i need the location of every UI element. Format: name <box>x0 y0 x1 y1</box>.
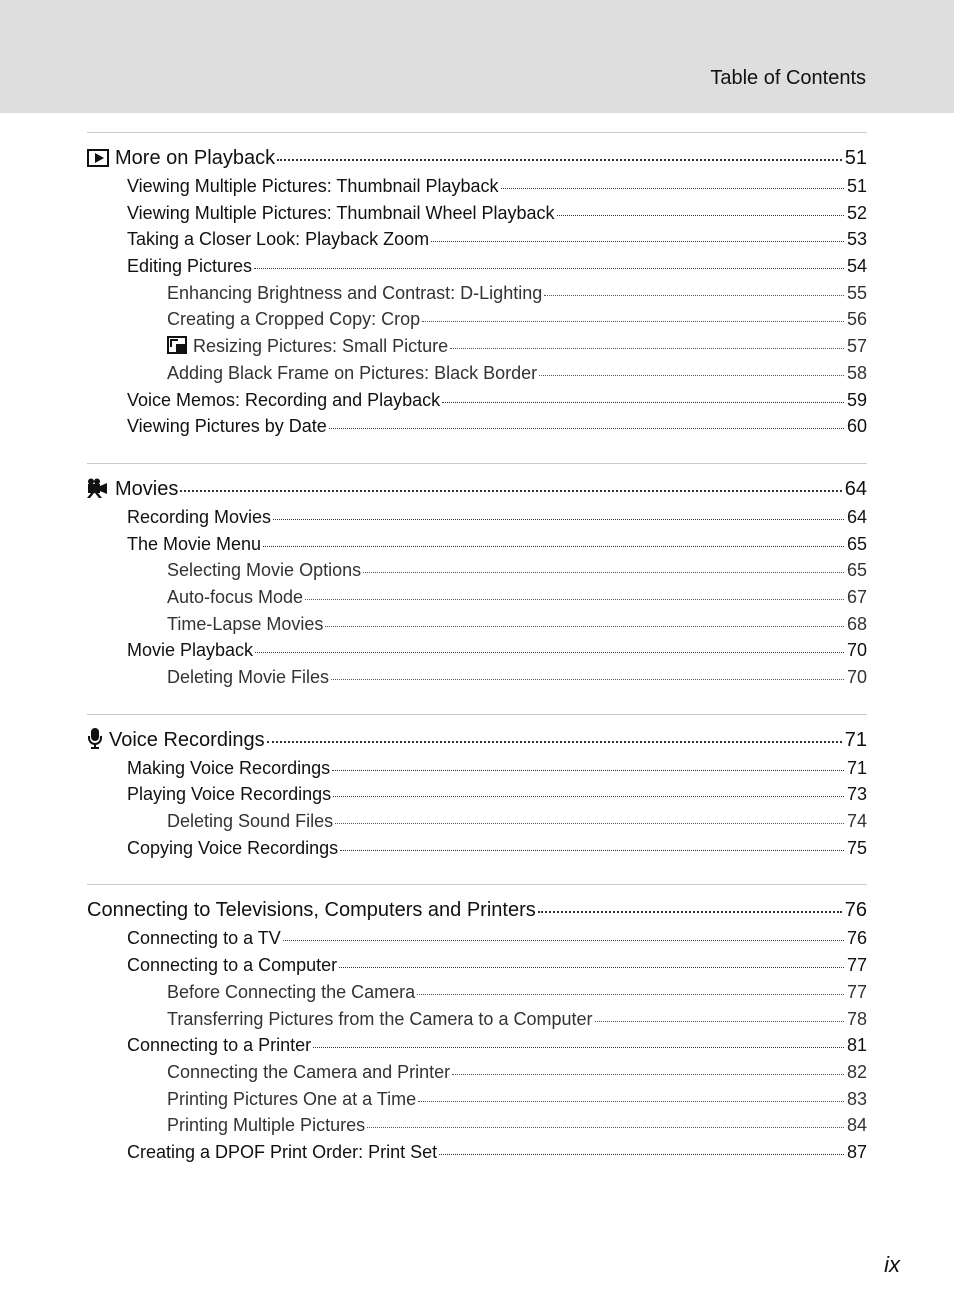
toc-entry-title <box>167 584 303 611</box>
toc-entry-text: Deleting Sound Files <box>167 811 334 832</box>
toc-page-number: 75 <box>846 837 867 858</box>
toc-page-number: 65 <box>846 560 867 581</box>
dot-leader <box>450 348 844 349</box>
toc-page-number: 70 <box>846 640 867 661</box>
toc-entry-text: Voice Memos: Recording and Playback <box>127 389 441 410</box>
toc-entry-text: Enhancing Brightness and Contrast: D-Lighting <box>167 282 543 303</box>
toc-entry-text: Voice Recordings <box>109 728 265 751</box>
toc-entry-title <box>167 1006 593 1033</box>
toc-subsection-entry[interactable] <box>87 360 867 387</box>
toc-chapter-entry[interactable] <box>87 474 867 504</box>
toc-subsection-entry[interactable] <box>87 808 867 835</box>
dot-leader <box>255 652 844 653</box>
toc-page-number: 52 <box>846 202 867 223</box>
section-gap <box>87 861 867 884</box>
toc-page-number: 51 <box>844 147 867 169</box>
toc-entry-text: Transferring Pictures from the Camera to a Computer <box>167 1008 593 1029</box>
toc-subsection-entry[interactable] <box>87 664 867 691</box>
dot-leader <box>332 770 844 771</box>
dot-leader <box>418 1101 844 1102</box>
toc-page-number: 71 <box>844 728 867 751</box>
toc-entry-title <box>127 1032 311 1059</box>
dot-leader <box>431 241 844 242</box>
dot-leader <box>422 321 844 322</box>
toc-entry-text: Movies <box>115 477 179 500</box>
toc-page-number: 73 <box>846 784 867 805</box>
dot-leader <box>331 679 844 680</box>
dot-leader <box>325 626 844 627</box>
toc-entry-title <box>167 1112 365 1139</box>
toc-entry-title <box>167 611 323 638</box>
toc-page-number: 83 <box>846 1088 867 1109</box>
toc-entry-title <box>127 637 253 664</box>
toc-subsection-entry[interactable] <box>87 333 867 360</box>
toc-entry-text: Connecting to a Printer <box>127 1035 312 1056</box>
dot-leader <box>538 911 842 913</box>
toc-entry-title <box>127 1139 437 1166</box>
page-header <box>0 0 954 113</box>
toc-entry-title <box>167 979 415 1006</box>
play-icon <box>87 149 109 167</box>
toc-page-number: 70 <box>846 667 867 687</box>
toc-subsection-entry[interactable] <box>87 611 867 638</box>
toc-subsection-entry[interactable] <box>87 584 867 611</box>
toc-entry-text: Selecting Movie Options <box>167 560 362 581</box>
toc-entry-title <box>87 895 536 925</box>
dot-leader <box>557 215 844 216</box>
toc-section-entry[interactable] <box>87 413 867 440</box>
toc-entry-title <box>127 755 330 782</box>
toc-page-number: 53 <box>846 229 867 250</box>
toc-page-number: 58 <box>846 362 867 383</box>
toc-page-number: 59 <box>846 389 867 410</box>
toc-page-number: 57 <box>846 336 867 357</box>
toc-entry-text: Connecting to a TV <box>127 928 281 949</box>
dot-leader <box>277 159 842 161</box>
toc-entry-text: Resizing Pictures: Small Picture <box>193 336 449 357</box>
dot-leader <box>254 268 844 269</box>
toc-page-number: 77 <box>846 981 867 1002</box>
toc-entry-title <box>167 557 361 584</box>
toc-entry-text: Viewing Pictures by Date <box>127 416 327 437</box>
toc-page-number: 82 <box>846 1061 867 1082</box>
section-gap <box>87 691 867 714</box>
toc-entry-text: Creating a DPOF Print Order: Print Set <box>127 1141 438 1162</box>
toc-subsection-entry[interactable] <box>87 979 867 1006</box>
toc-entry-text: Deleting Movie Files <box>167 667 330 687</box>
toc-entry-title <box>127 200 555 227</box>
toc-entry-title <box>87 725 265 758</box>
toc-entry-text: Connecting the Camera and Printer <box>167 1061 451 1082</box>
toc-entry-title <box>127 504 271 531</box>
toc-entry-title <box>127 387 440 414</box>
dot-leader <box>340 850 844 851</box>
toc-page-number: 84 <box>846 1115 867 1136</box>
toc-page-number: 56 <box>846 309 867 330</box>
toc-entry-title <box>167 1086 416 1113</box>
toc-page-number: 68 <box>846 613 867 634</box>
toc-page-number: 65 <box>846 533 867 554</box>
toc-entry-title <box>127 835 338 862</box>
toc-entry-text: Printing Multiple Pictures <box>167 1115 366 1136</box>
toc-entry-title <box>127 925 281 952</box>
toc-entry-text: Viewing Multiple Pictures: Thumbnail Playback <box>127 176 499 196</box>
dot-leader <box>442 402 844 403</box>
toc-entry-title <box>127 413 327 440</box>
toc-page-number: 67 <box>846 586 867 607</box>
toc-section-entry[interactable] <box>87 504 867 531</box>
toc-entry-title <box>167 360 537 387</box>
toc-entry-text: Movie Playback <box>127 640 254 661</box>
toc-subsection-entry[interactable] <box>87 557 867 584</box>
toc-entry-title <box>87 143 275 173</box>
table-of-contents <box>87 132 867 1166</box>
toc-entry-title <box>127 226 429 253</box>
toc-subsection-entry[interactable] <box>87 280 867 307</box>
toc-page-number: 60 <box>846 416 867 437</box>
toc-section-entry[interactable] <box>87 835 867 862</box>
dot-leader <box>313 1047 844 1048</box>
dot-leader <box>305 599 844 600</box>
toc-section-entry[interactable] <box>87 925 867 952</box>
dot-leader <box>339 967 844 968</box>
toc-section-entry[interactable] <box>87 253 867 280</box>
toc-entry-text: Making Voice Recordings <box>127 757 331 778</box>
dot-leader <box>273 519 844 520</box>
toc-page-number: 71 <box>846 757 867 778</box>
dot-leader <box>329 428 844 429</box>
toc-entry-text: Creating a Cropped Copy: Crop <box>167 309 421 330</box>
toc-section-entry[interactable] <box>87 781 867 808</box>
dot-leader <box>501 188 844 189</box>
dot-leader <box>367 1127 844 1128</box>
page-number: ix <box>884 1252 900 1277</box>
toc-section-entry[interactable] <box>87 1139 867 1166</box>
toc-page-number: 64 <box>844 477 867 500</box>
dot-leader <box>363 572 844 573</box>
dot-leader <box>595 1021 844 1022</box>
toc-section-entry[interactable] <box>87 1032 867 1059</box>
toc-entry-title <box>127 531 261 558</box>
toc-entry-text: Editing Pictures <box>127 256 253 277</box>
toc-page-number: 78 <box>846 1008 867 1029</box>
dot-leader <box>544 295 844 296</box>
toc-section <box>87 884 867 1165</box>
toc-entry-text: Connecting to a Computer <box>127 955 338 976</box>
toc-subsection-entry[interactable] <box>87 1112 867 1139</box>
toc-entry-title <box>127 253 252 280</box>
dot-leader <box>439 1154 844 1155</box>
toc-subsection-entry[interactable] <box>87 306 867 333</box>
dot-leader <box>417 994 844 995</box>
toc-section <box>87 132 867 440</box>
toc-page-number: 54 <box>846 256 867 277</box>
header-title: Table of Contents <box>710 67 866 89</box>
dot-leader <box>335 823 844 824</box>
toc-section-entry[interactable] <box>87 637 867 664</box>
toc-entry-text: Time-Lapse Movies <box>167 613 324 634</box>
dot-leader <box>452 1074 844 1075</box>
dot-leader <box>539 375 844 376</box>
toc-entry-text: Before Connecting the Camera <box>167 981 416 1002</box>
toc-section-entry[interactable] <box>87 173 867 200</box>
toc-entry-title <box>167 664 329 691</box>
toc-subsection-entry[interactable] <box>87 1006 867 1033</box>
toc-entry-title <box>127 952 337 979</box>
dot-leader <box>180 490 841 492</box>
toc-entry-text: Taking a Closer Look: Playback Zoom <box>127 229 430 250</box>
toc-subsection-entry[interactable] <box>87 1059 867 1086</box>
dot-leader <box>283 940 844 941</box>
toc-chapter-entry[interactable] <box>87 895 867 925</box>
toc-page-number: 51 <box>846 176 867 196</box>
toc-page-number: 64 <box>846 506 867 527</box>
toc-entry-text: Connecting to Televisions, Computers and Printers <box>87 899 536 922</box>
toc-section <box>87 463 867 691</box>
toc-section-entry[interactable] <box>87 531 867 558</box>
toc-page-number: 87 <box>846 1141 867 1162</box>
toc-subsection-entry[interactable] <box>87 1086 867 1113</box>
dot-leader <box>333 796 844 797</box>
movie-camera-icon <box>87 477 109 507</box>
toc-section-entry[interactable] <box>87 952 867 979</box>
toc-entry-text: Playing Voice Recordings <box>127 784 332 805</box>
toc-entry-title <box>167 1059 450 1086</box>
toc-section <box>87 714 867 862</box>
microphone-icon <box>87 727 103 758</box>
small-picture-icon <box>167 336 187 354</box>
toc-page-number: 74 <box>846 811 867 832</box>
toc-entry-text: More on Playback <box>115 147 276 169</box>
toc-section-entry[interactable] <box>87 200 867 227</box>
toc-entry-text: Printing Pictures One at a Time <box>167 1088 417 1109</box>
toc-chapter-entry[interactable] <box>87 725 867 755</box>
toc-entry-text: Viewing Multiple Pictures: Thumbnail Wheel Playback <box>127 202 555 223</box>
toc-chapter-entry[interactable] <box>87 143 867 173</box>
toc-entry-title <box>167 808 333 835</box>
toc-page-number: 76 <box>846 928 867 949</box>
toc-entry-title <box>127 781 331 808</box>
toc-entry-text: Copying Voice Recordings <box>127 837 339 858</box>
toc-entry-text: The Movie Menu <box>127 533 262 554</box>
toc-entry-title <box>167 306 420 333</box>
toc-entry-title <box>167 280 542 307</box>
toc-entry-text: Recording Movies <box>127 506 272 527</box>
toc-page-number: 55 <box>846 282 867 303</box>
toc-section-entry[interactable] <box>87 387 867 414</box>
toc-section-entry[interactable] <box>87 226 867 253</box>
toc-entry-title <box>127 173 499 200</box>
toc-entry-title <box>167 333 448 360</box>
toc-page-number: 81 <box>846 1035 867 1056</box>
toc-entry-title <box>87 474 178 507</box>
toc-page-number: 76 <box>844 899 867 922</box>
toc-section-entry[interactable] <box>87 755 867 782</box>
toc-entry-text: Auto-focus Mode <box>167 586 304 607</box>
dot-leader <box>267 741 842 743</box>
toc-page-number: 77 <box>846 955 867 976</box>
dot-leader <box>263 546 844 547</box>
toc-entry-text: Adding Black Frame on Pictures: Black Border <box>167 362 538 383</box>
section-gap <box>87 440 867 463</box>
